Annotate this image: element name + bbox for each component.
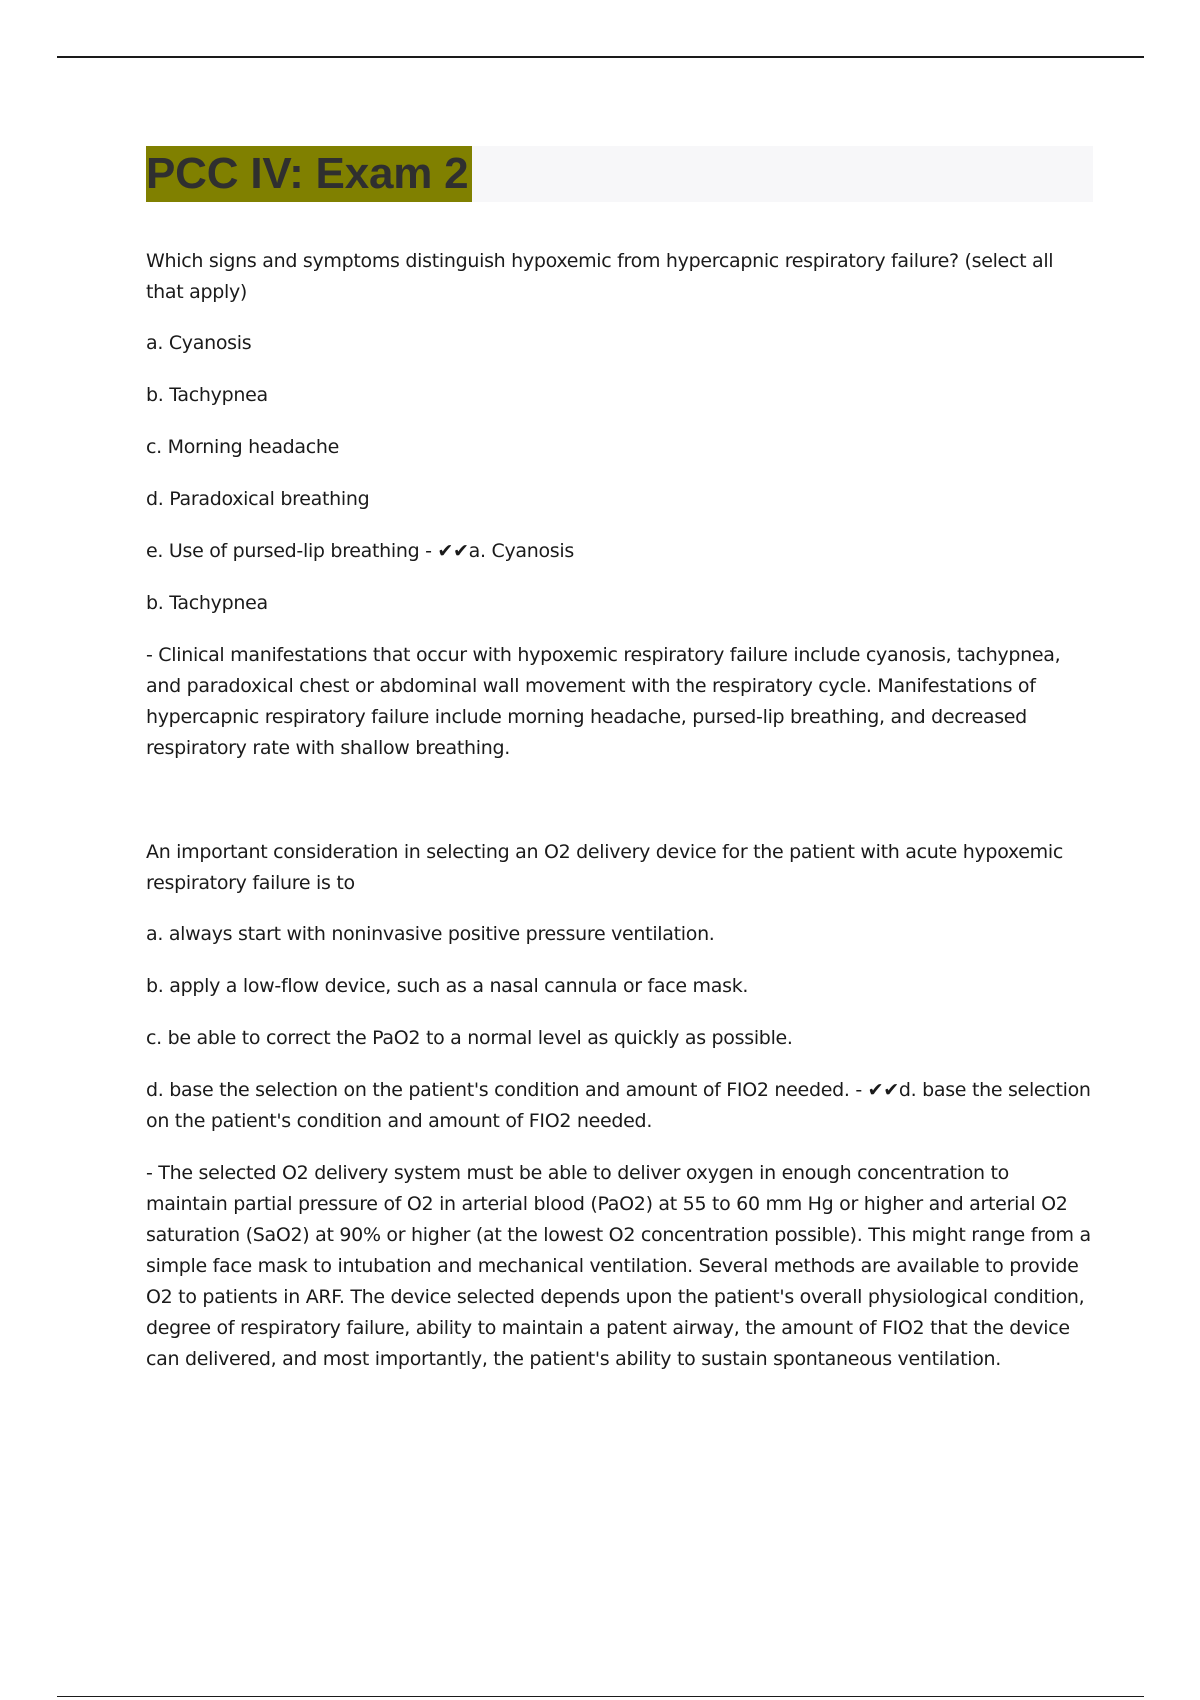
answer-option: a. always start with noninvasive positive pressure ventilation. [146, 923, 715, 945]
answer-option: e. Use of pursed-lip breathing - ✔✔a. Cyanosis [146, 540, 574, 562]
answer-option: c. be able to correct the PaO2 to a normal level as quickly as possible. [146, 1027, 793, 1049]
question-1 [146, 246, 1096, 764]
question-2 [146, 837, 1096, 1375]
answer-option: b. apply a low-flow device, such as a nasal cannula or face mask. [146, 975, 749, 997]
answer-option: d. Paradoxical breathing [146, 488, 370, 510]
footer-rule [57, 1696, 1144, 1697]
rationale: - Clinical manifestations that occur with hypoxemic respiratory failure include cyanosis, tachypnea, and paradoxical chest or abdominal wall movement with the respiratory cycle. Manifestations of hypercapnic respiratory failure include morning headache, pursed-lip breathing, and decreased respiratory rate with shallow breathing. [146, 644, 1061, 759]
title-bar [146, 146, 1093, 202]
correct-answer-continued: b. Tachypnea [146, 592, 268, 614]
question-stem: An important consideration in selecting an O2 delivery device for the patient with acute hypoxemic respiratory failure is to [146, 841, 1064, 894]
answer-option: c. Morning headache [146, 436, 340, 458]
rationale: - The selected O2 delivery system must be able to deliver oxygen in enough concentration to maintain partial pressure of O2 in arterial blood (PaO2) at 55 to 60 mm Hg or higher and arterial O2 saturation (SaO2) at 90% or higher (at the lowest O2 concentration possible). This might range from a simple face mask to intubation and mechanical ventilation. Several methods are available to provide O2 to patients in ARF. The device selected depends upon the patient's overall physiological condition, degree of respiratory failure, ability to maintain a patent airway, the amount of FIO2 that the device can delivered, and most importantly, the patient's ability to sustain spontaneous ventilation. [146, 1162, 1091, 1370]
answer-option: d. base the selection on the patient's condition and amount of FIO2 needed. - ✔✔d. base the selection on the patient's condition and amount of FIO2 needed. [146, 1079, 1091, 1132]
header-rule [57, 56, 1144, 58]
document-body [146, 146, 1096, 1395]
answer-option: a. Cyanosis [146, 332, 252, 354]
answer-option: b. Tachypnea [146, 384, 268, 406]
document-title: PCC IV: Exam 2 [146, 146, 472, 202]
question-stem: Which signs and symptoms distinguish hypoxemic from hypercapnic respiratory failure? (select all that apply) [146, 250, 1054, 303]
